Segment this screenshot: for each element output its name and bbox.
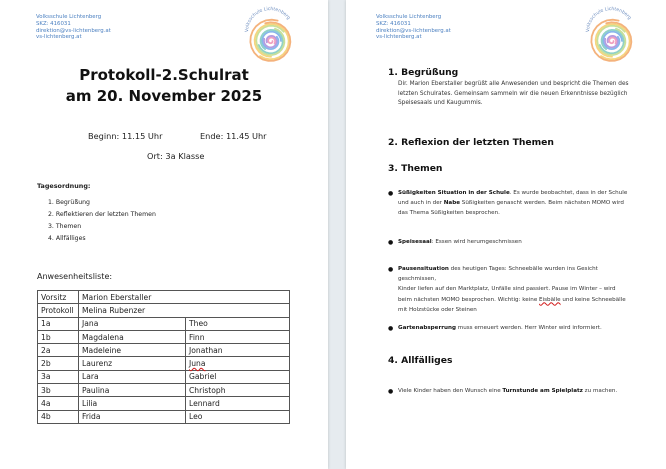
section-heading-begruessung: 1. Begrüßung: [388, 67, 459, 78]
table-cell: Madeleine: [79, 344, 186, 357]
table-row: [38, 304, 290, 317]
table-cell: Finn: [186, 330, 290, 343]
logo-spiral-stroke: [268, 38, 275, 44]
table-row: [38, 370, 290, 383]
bullet-icon: ●: [388, 325, 394, 332]
school-header: [36, 14, 111, 41]
school-skz: SKZ: 416031: [36, 20, 71, 27]
table-cell: Jana: [79, 317, 186, 330]
agenda-item: 3. Themen: [48, 223, 82, 230]
table-row: [38, 317, 290, 330]
table-row: [38, 397, 290, 410]
agenda-item: 2. Reflektieren der letzten Themen: [48, 211, 156, 218]
table-cell: Paulina: [79, 384, 186, 397]
logo-text: Volksschule Lichtenberg: [244, 6, 291, 33]
table-cell: 1a: [38, 317, 79, 330]
table-cell: Lilia: [79, 397, 186, 410]
logo-text: Volksschule Lichtenberg: [585, 6, 632, 33]
table-cell: 2a: [38, 344, 79, 357]
agenda-list: [48, 197, 156, 245]
table-row: [38, 357, 290, 370]
section-paragraph: Dir. Marion Eberstaller begrüßt alle Anwesenden und bespricht die Themen des letzten Schulrates. Gemeinsam sammeln wir die neuen Erkenntnisse bezüglich Speisesaals und Kaugummis.: [398, 81, 629, 107]
attendance-heading: Anwesenheitsliste:: [37, 272, 113, 281]
table-cell: 1b: [38, 330, 79, 343]
table-cell: 2b: [38, 357, 79, 370]
section-heading-allfaelliges: 4. Allfälliges: [388, 355, 453, 366]
meeting-end: Ende: 11.45 Uhr: [200, 131, 267, 141]
table-cell: 4b: [38, 410, 79, 423]
school-skz: SKZ: 416031: [376, 20, 411, 27]
table-cell: Laurenz: [79, 357, 186, 370]
table-cell: Marion Eberstaller: [79, 291, 290, 304]
school-logo: [242, 6, 298, 62]
school-website-link[interactable]: vs-lichtenberg.at: [36, 34, 82, 41]
school-logo: [583, 6, 639, 62]
table-cell: Gabriel: [186, 370, 290, 383]
school-website-link[interactable]: vs-lichtenberg.at: [376, 34, 422, 41]
bullet-icon: ●: [388, 190, 394, 197]
list-item: Gartenabsperrung muss erneuert werden. Herr Winter wird informiert.: [398, 325, 602, 331]
misspelled-word[interactable]: Eisbälle: [539, 296, 561, 303]
list-item: Speisesaal: Essen wird herumgeschmissen: [398, 239, 522, 245]
table-cell: Leo: [186, 410, 290, 423]
list-item: Pausensituation des heutigen Tages: Schneebälle wurden ins Gesicht geschmissen, Kinder liefen auf den Marktplatz, Unfälle sind passiert. Pause im Winter – wird beim nächsten MOMO besprochen. Wichtig: keine Eisbälle und keine Schneebälle mit Holzstücke oder Steinen: [398, 266, 626, 313]
table-row: [38, 410, 290, 423]
misspelled-word[interactable]: Juna: [189, 359, 206, 369]
table-cell: Melina Rubenzer: [79, 304, 290, 317]
table-row: [38, 384, 290, 397]
table-row: [38, 291, 290, 304]
school-email-link[interactable]: direktion@vs-lichtenberg.at: [36, 27, 111, 34]
school-header: [376, 14, 451, 41]
school-email-link[interactable]: direktion@vs-lichtenberg.at: [376, 27, 451, 34]
section-heading-themen: 3. Themen: [388, 163, 443, 174]
table-cell: Vorsitz: [38, 291, 79, 304]
attendance-table: [37, 290, 290, 424]
table-cell: Lennard: [186, 397, 290, 410]
list-item: Viele Kinder haben den Wunsch eine Turnstunde am Spielplatz zu machen.: [398, 388, 618, 394]
table-cell: Lara: [79, 370, 186, 383]
agenda-item: 4. Allfälliges: [48, 235, 86, 242]
table-row: [38, 330, 290, 343]
school-name: Volksschule Lichtenberg: [36, 14, 102, 20]
agenda-item: 1. Begrüßung: [48, 199, 90, 206]
bullet-icon: ●: [388, 239, 394, 246]
table-cell: Protokoll: [38, 304, 79, 317]
document-page-left: [0, 0, 328, 469]
school-name: Volksschule Lichtenberg: [376, 14, 442, 20]
bullet-icon: ●: [388, 388, 394, 395]
table-cell: Magdalena: [79, 330, 186, 343]
table-cell: [186, 357, 290, 370]
document-title: Protokoll-2.Schulrat: [79, 66, 249, 84]
section-heading-reflexion: 2. Reflexion der letzten Themen: [388, 137, 554, 148]
table-row: [38, 344, 290, 357]
meeting-location: Ort: 3a Klasse: [147, 151, 205, 161]
table-cell: 3b: [38, 384, 79, 397]
meeting-begin: Beginn: 11.15 Uhr: [88, 131, 163, 141]
table-cell: Jonathan: [186, 344, 290, 357]
logo-spiral-stroke: [609, 38, 616, 44]
document-date: am 20. November 2025: [65, 87, 263, 105]
list-item: Süßigkeiten Situation in der Schule. Es wurde beobachtet, dass in der Schule und auch in der Nabe Süßigkeiten genascht werden. Beim nächsten MOMO wird das Thema Süßigkeiten besprochen.: [398, 190, 628, 217]
table-cell: Frida: [79, 410, 186, 423]
bullet-icon: ●: [388, 266, 394, 273]
table-cell: 4a: [38, 397, 79, 410]
table-cell: 3a: [38, 370, 79, 383]
table-cell: Christoph: [186, 384, 290, 397]
agenda-heading: Tagesordnung:: [37, 182, 91, 190]
table-cell: Theo: [186, 317, 290, 330]
